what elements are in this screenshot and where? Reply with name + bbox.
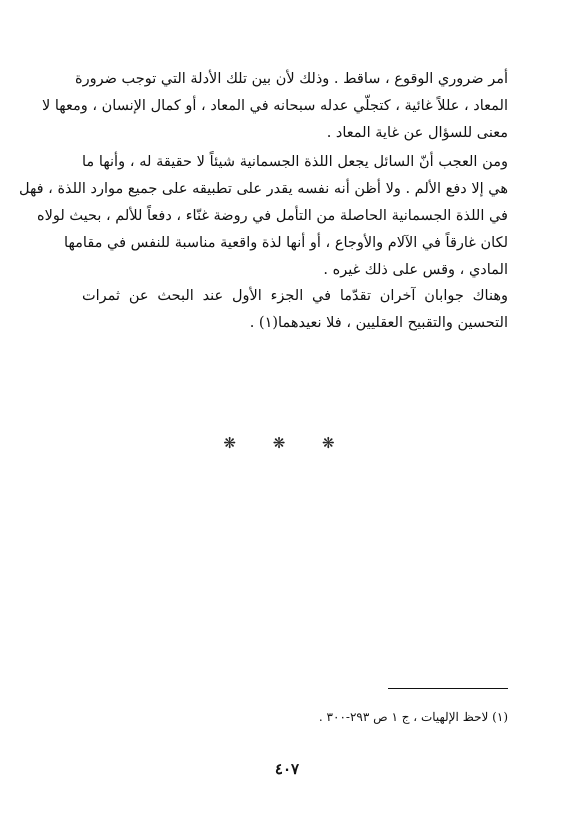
page-number: ٤٠٧ <box>274 760 300 778</box>
text-line: المعاد ، عللاً غائية ، كتجلّي عدله سبحانه في المعاد ، أو كمال الإنسان ، ومعها لا <box>41 98 508 114</box>
text-line: المادي ، وقس على ذلك غيره . <box>323 262 508 278</box>
text-line: أمر ضروري الوقوع ، ساقط . وذلك لأن بين تلك الأدلة التي توجب ضرورة <box>75 71 508 87</box>
text-line: لكان غارقاً في الآلام والأوجاع ، أو أنها لذة واقعية مناسبة للنفس في مقامها <box>64 235 508 251</box>
paragraph-1 <box>41 66 508 147</box>
text-line: وهناك جوابان آخران تقدّما في الجزء الأول عند البحث عن ثمرات <box>82 288 508 304</box>
text-line: ومن العجب أنّ السائل يجعل اللذة الجسمانية شيئاً لا حقيقة له ، وأنها ما <box>82 154 508 170</box>
footnote-divider <box>388 688 508 689</box>
text-line: هي إلا دفع الألم . ولا أظن أنه نفسه يقدر على تطبيقه على جميع موارد اللذة ، فهل <box>18 181 508 197</box>
paragraph-2 <box>18 149 508 284</box>
paragraph-3 <box>82 283 508 337</box>
text-line: في اللذة الجسمانية الحاصلة من التأمل في روضة غنّاء ، دفعاً للألم ، بحيث لولاه <box>36 208 508 224</box>
text-line: معنى للسؤال عن غاية المعاد . <box>326 125 508 141</box>
footnote: (١) لاحظ الإلهيات ، ج ١ ص ٢٩٣-٣٠٠ . <box>318 710 508 724</box>
section-separator-asterisks: ❋ ❋ ❋ <box>223 434 351 452</box>
text-line: التحسين والتقبيح العقليين ، فلا نعيدهما(١) . <box>249 315 508 331</box>
